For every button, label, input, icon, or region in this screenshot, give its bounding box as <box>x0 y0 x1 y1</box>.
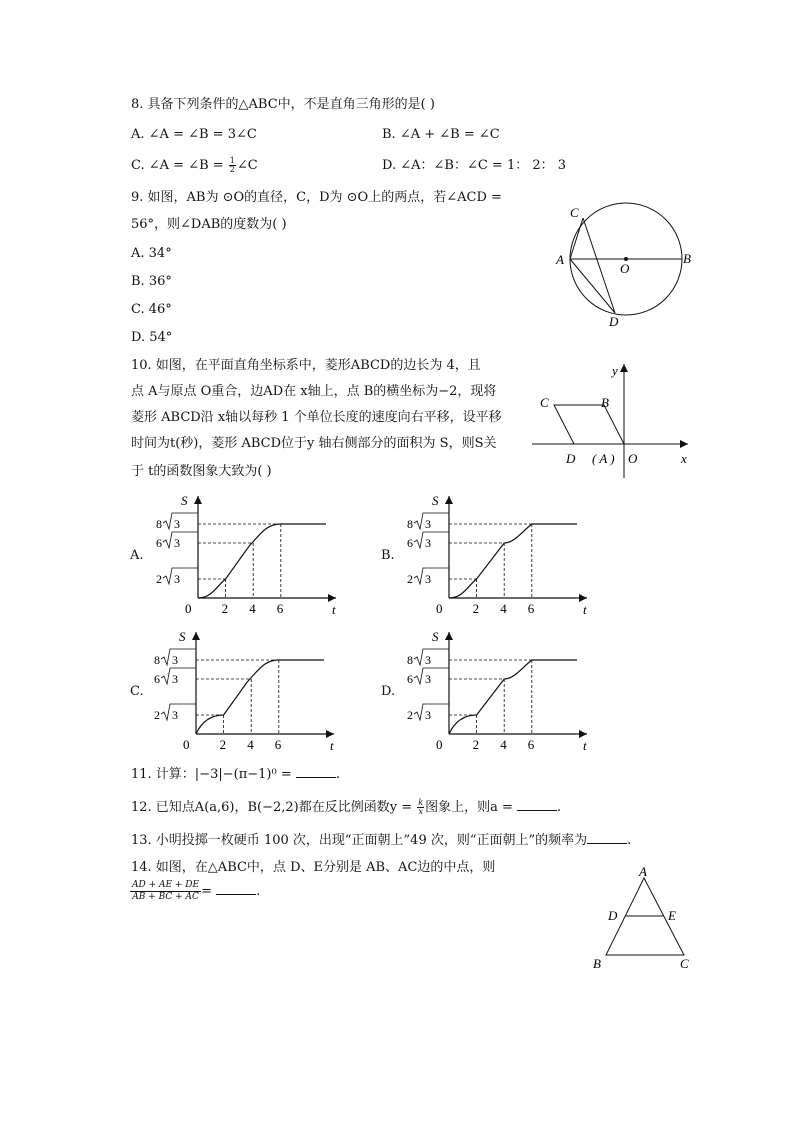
q10-label-o: O <box>628 451 638 466</box>
y-tick-coef: 6 <box>156 536 162 550</box>
origin-label: 0 <box>436 737 443 751</box>
sqrt-sign <box>163 513 198 529</box>
sqrt-sign <box>414 704 449 720</box>
q10-graph-b[interactable] <box>401 490 601 615</box>
sqrt-sign <box>414 568 449 584</box>
q9-option-d[interactable]: D. 54° <box>131 330 173 345</box>
q12-tail: . <box>557 800 562 815</box>
x-axis-arrow <box>326 730 334 738</box>
frac-den: x <box>418 807 423 816</box>
q14-label-b: B <box>593 956 601 971</box>
sqrt-sign <box>161 704 196 720</box>
y-tick-rad: 3 <box>174 536 180 550</box>
s-curve <box>449 524 577 598</box>
x-tick-label: 4 <box>249 601 256 615</box>
q8-option-b[interactable]: B. ∠A + ∠B = ∠C <box>382 127 500 142</box>
q14-triangle-figure <box>588 862 698 974</box>
q14-denominator: AB + BC + AC <box>132 892 199 902</box>
q12 <box>131 799 561 816</box>
x-tick-label: 6 <box>274 737 282 751</box>
frac-num: 1 <box>229 156 235 165</box>
q9-label-o: O <box>620 261 630 276</box>
y-tick-coef: 2 <box>407 708 413 722</box>
y-tick-rad: 3 <box>172 672 178 686</box>
y-label: S <box>432 629 439 644</box>
y-tick-coef: 8 <box>156 517 162 531</box>
y-tick-coef: 8 <box>154 653 160 667</box>
sqrt-sign <box>163 532 198 548</box>
sqrt-sign <box>161 668 196 684</box>
y-tick-coef: 2 <box>156 572 162 586</box>
q10-label-d: D <box>566 451 576 466</box>
q10-stem-line4: 时间为t(秒)，菱形 ABCD位于y 轴右侧部分的面积为 S，则S关 <box>131 436 497 451</box>
q10-label-y: y <box>612 363 618 378</box>
q14-label-a: A <box>639 864 647 879</box>
x-tick-label: 6 <box>276 601 284 615</box>
x-tick-label: 6 <box>527 601 535 615</box>
sqrt-sign <box>161 649 196 665</box>
x-tick-label: 4 <box>500 737 507 751</box>
q11 <box>131 766 340 783</box>
q9-option-a[interactable]: A. 34° <box>131 246 172 261</box>
y-tick-rad: 3 <box>425 708 431 722</box>
y-tick-coef: 6 <box>154 672 160 686</box>
x-axis-arrow <box>328 594 336 602</box>
q13 <box>131 832 631 849</box>
s-curve <box>196 660 324 734</box>
q10-label-c: C <box>540 395 549 410</box>
y-tick-rad: 3 <box>425 572 431 586</box>
q8-option-c-post: ∠C <box>236 158 258 173</box>
q14-fraction <box>130 880 201 903</box>
sqrt-sign <box>414 532 449 548</box>
q14-numerator: AD + AE + DE <box>132 880 200 890</box>
q9-option-c[interactable]: C. 46° <box>131 302 172 317</box>
y-tick-rad: 3 <box>425 536 431 550</box>
q10-graph-d[interactable] <box>401 626 601 751</box>
q13-answer-blank[interactable] <box>587 832 627 844</box>
q8-option-c-pre: C. ∠A = ∠B = <box>131 158 228 173</box>
q12-post: 图象上，则a = <box>425 800 518 815</box>
q9-label-c: C <box>570 205 579 220</box>
q10-option-b[interactable]: B. <box>381 548 395 563</box>
q10-label-x: x <box>681 451 687 466</box>
y-tick-rad: 3 <box>174 572 180 586</box>
y-axis-arrow <box>445 632 453 640</box>
x-tick-label: 2 <box>472 601 480 615</box>
sqrt-sign <box>414 513 449 529</box>
y-label: S <box>179 629 186 644</box>
q14-tail: . <box>256 884 261 899</box>
q10-stem-line2: 点 A与原点 O重合，边AD在 x轴上，点 B的横坐标为−2，现将 <box>131 384 497 399</box>
q8-option-d[interactable]: D. ∠A：∠B：∠C = 1： 2： 3 <box>382 158 567 173</box>
x-tick-label: 2 <box>221 601 229 615</box>
q14-label-d: D <box>608 908 618 923</box>
y-tick-rad: 3 <box>172 708 178 722</box>
y-tick-coef: 6 <box>407 536 413 550</box>
y-tick-coef: 6 <box>407 672 413 686</box>
q14-stem: 14. 如图，在△ABC中，点 D、E分别是 AB、AC边的中点，则 <box>131 860 496 875</box>
q14-label-e: E <box>668 908 676 923</box>
sqrt-sign <box>414 668 449 684</box>
q9-label-b: B <box>683 251 691 266</box>
y-tick-rad: 3 <box>425 517 431 531</box>
x-label: t <box>332 602 336 615</box>
x-label: t <box>583 738 587 751</box>
q9-circle-figure <box>550 195 700 330</box>
y-tick-coef: 2 <box>407 572 413 586</box>
frac-num: k <box>418 798 424 807</box>
y-tick-rad: 3 <box>425 672 431 686</box>
q12-pre: 12. 已知点A(a,6)，B(−2,2)都在反比例函数y = <box>131 800 417 815</box>
q10-graph-c[interactable] <box>148 626 348 751</box>
q9-label-a: A <box>556 252 564 267</box>
q10-stem-line3: 菱形 ABCD沿 x轴以每秒 1 个单位长度的速度向右平移，设平移 <box>131 410 502 425</box>
q10-stem-line1: 10. 如图，在平面直角坐标系中，菱形ABCD的边长为 4，且 <box>131 358 481 373</box>
q10-option-a[interactable]: A. <box>130 548 144 563</box>
origin-label: 0 <box>436 601 443 615</box>
frac-den: 2 <box>229 165 235 174</box>
q13-text: 13. 小明投掷一枚硬币 100 次，出现“正面朝上”49 次，则“正面朝上”的频率为 <box>131 833 588 848</box>
q8-option-a[interactable]: A. ∠A = ∠B = 3∠C <box>131 127 257 142</box>
x-tick-label: 4 <box>247 737 254 751</box>
x-axis-arrow <box>579 730 587 738</box>
q8-stem: 8. 具备下列条件的△ABC中，不是直角三角形的是( ) <box>131 97 435 112</box>
q10-label-a: ( A ) <box>592 451 615 466</box>
q8-option-c-fraction <box>229 157 236 174</box>
q8-option-c[interactable] <box>131 157 258 174</box>
x-tick-label: 2 <box>219 737 227 751</box>
q14-eq: = <box>201 884 217 899</box>
q14-answer-blank[interactable] <box>216 883 256 895</box>
q11-tail: . <box>335 767 340 782</box>
x-label: t <box>583 602 587 615</box>
q10-graph-a[interactable] <box>150 490 350 615</box>
y-tick-rad: 3 <box>172 653 178 667</box>
s-curve <box>198 524 326 598</box>
y-label: S <box>181 493 188 508</box>
x-tick-label: 2 <box>472 737 480 751</box>
sqrt-sign <box>414 649 449 665</box>
q12-fraction <box>417 799 424 816</box>
y-axis-arrow <box>194 496 202 504</box>
x-tick-label: 6 <box>527 737 535 751</box>
q9-stem-line2: 56°，则∠DAB的度数为( ) <box>131 217 287 232</box>
y-tick-coef: 2 <box>154 708 160 722</box>
q10-option-c[interactable]: C. <box>130 684 144 699</box>
q10-label-b: B <box>601 395 609 410</box>
s-curve <box>449 660 577 734</box>
y-axis-arrow <box>192 632 200 640</box>
x-axis-arrow <box>579 594 587 602</box>
x-tick-label: 4 <box>500 601 507 615</box>
origin-label: 0 <box>183 737 190 751</box>
origin-label: 0 <box>185 601 192 615</box>
y-tick-coef: 8 <box>407 653 413 667</box>
q12-answer-blank[interactable] <box>517 799 557 811</box>
y-tick-coef: 8 <box>407 517 413 531</box>
q14-expression <box>130 880 260 903</box>
q9-label-d: D <box>609 314 619 329</box>
q9-option-b[interactable]: B. 36° <box>131 274 172 289</box>
q11-text: 11. 计算：|−3|−(π−1)⁰ = <box>131 767 296 782</box>
sqrt-sign <box>163 568 198 584</box>
q13-tail: . <box>627 833 632 848</box>
y-axis-arrow <box>445 496 453 504</box>
q11-answer-blank[interactable] <box>296 766 336 778</box>
y-tick-rad: 3 <box>425 653 431 667</box>
q10-rhombus-figure <box>528 360 698 480</box>
q9-stem-line1: 9. 如图，AB为 ⊙O的直径，C，D为 ⊙O上的两点，若∠ACD = <box>131 190 502 205</box>
q14-label-c: C <box>680 956 689 971</box>
q10-stem-line5: 于 t的函数图象大致为( ) <box>131 464 272 479</box>
y-tick-rad: 3 <box>174 517 180 531</box>
x-label: t <box>330 738 334 751</box>
y-label: S <box>432 493 439 508</box>
q10-option-d[interactable]: D. <box>381 684 396 699</box>
